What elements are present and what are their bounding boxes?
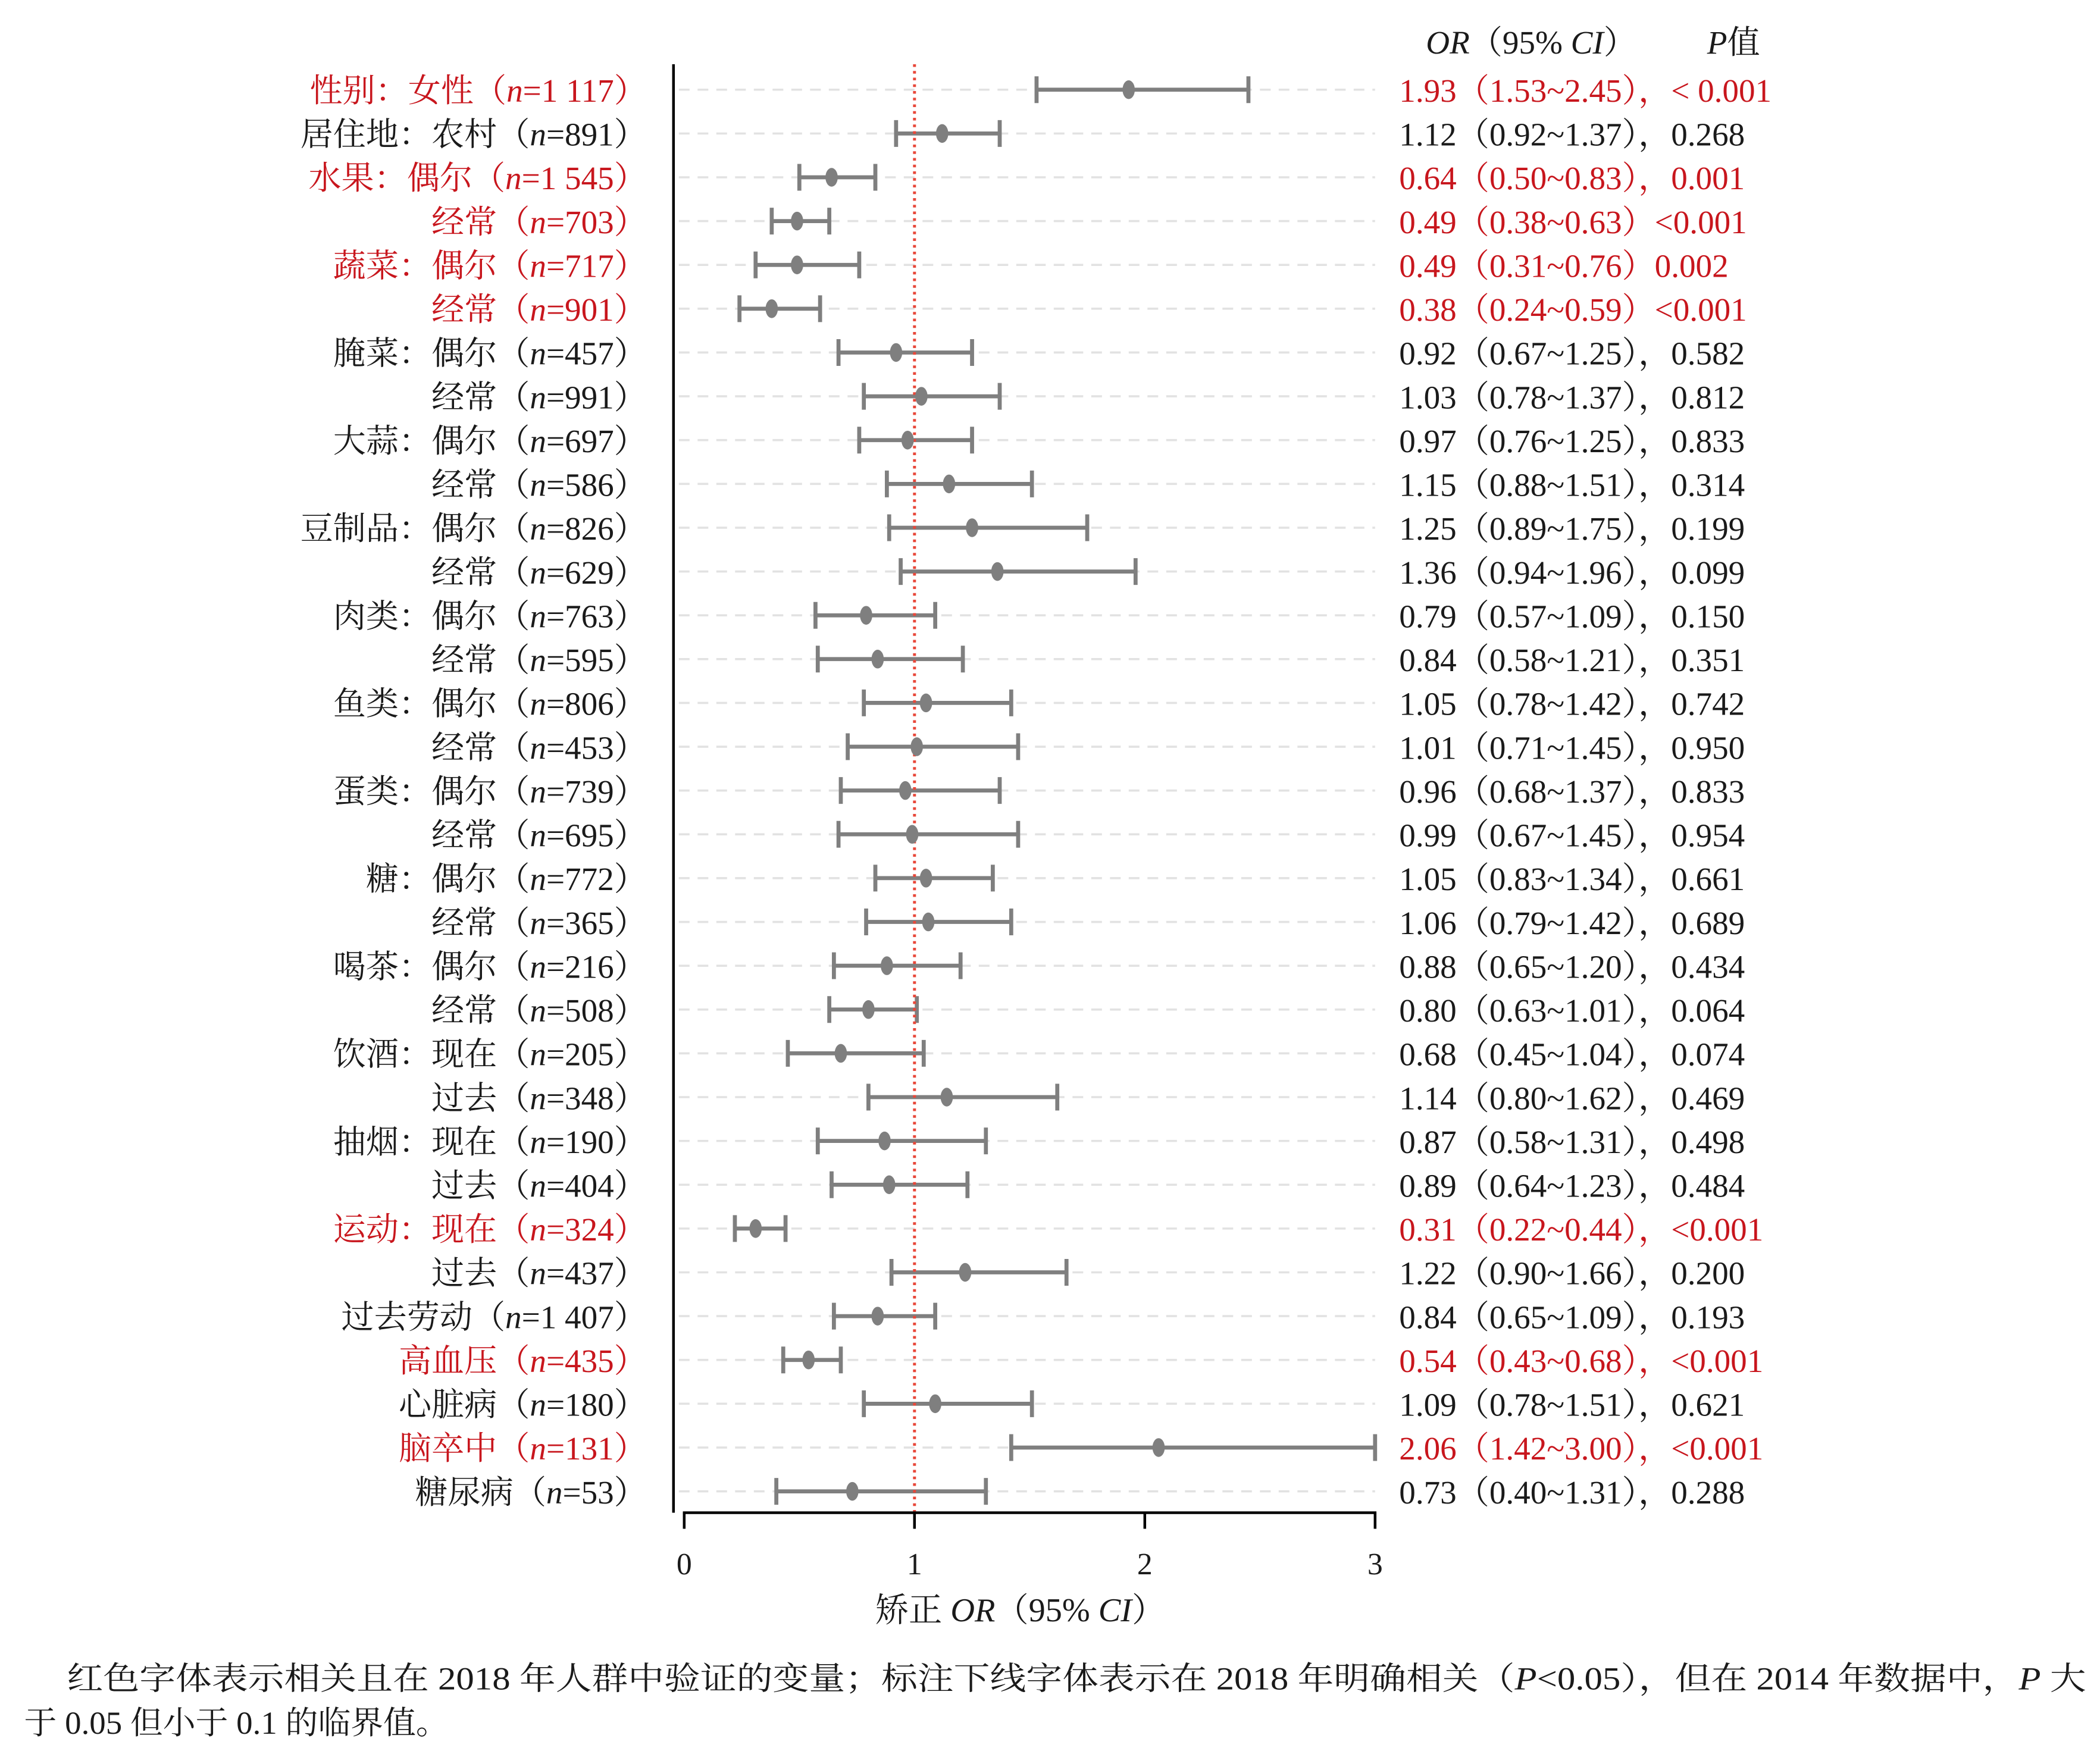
or-point (862, 1000, 875, 1019)
row-label: 经常（n=365） (431, 904, 647, 941)
row-label: 糖尿病（n=53） (415, 1474, 647, 1511)
row-label: 心脏病（n=180） (398, 1386, 647, 1423)
x-tick-label: 3 (1367, 1548, 1383, 1581)
or-point (899, 781, 912, 800)
or-point (835, 1044, 847, 1063)
row-estimate-text: 1.03（0.78~1.37），0.812 (1399, 379, 1745, 416)
or-point (929, 1395, 941, 1414)
or-point (936, 124, 949, 143)
or-point (920, 694, 932, 713)
row-label: 水果：偶尔（n=1 545） (308, 160, 647, 197)
or-point (791, 212, 803, 231)
row-label: 大蒜：偶尔（n=697） (333, 422, 647, 459)
x-tick-label: 2 (1137, 1548, 1153, 1581)
column-header-p: P值 (1707, 24, 1760, 61)
or-point (878, 1132, 891, 1151)
row-label: 经常（n=508） (431, 992, 647, 1029)
or-point (1122, 80, 1135, 99)
row-estimate-text: 0.84（0.58~1.21），0.351 (1399, 642, 1745, 679)
row-estimate-text: 2.06（1.42~3.00），<0.001 (1399, 1430, 1764, 1467)
row-estimate-text: 1.25（0.89~1.75），0.199 (1399, 510, 1745, 547)
row-estimate-text: 0.99（0.67~1.45），0.954 (1399, 817, 1745, 854)
row-estimate-text: 0.97（0.76~1.25），0.833 (1399, 422, 1745, 459)
row-estimate-text: 0.92（0.67~1.25），0.582 (1399, 335, 1745, 372)
row-label: 过去（n=437） (431, 1255, 647, 1292)
or-point (872, 650, 884, 669)
row-estimate-text: 0.31（0.22~0.44），<0.001 (1399, 1211, 1764, 1248)
or-point (915, 387, 928, 406)
footnote-line-2: 于 0.05 但小于 0.1 的临界值。 (24, 1705, 449, 1741)
row-estimate-text: 1.05（0.78~1.42），0.742 (1399, 685, 1745, 722)
row-label: 糖：偶尔（n=772） (365, 861, 647, 898)
row-estimate-text: 0.49（0.38~0.63）<0.001 (1399, 203, 1747, 240)
x-tick-label: 0 (676, 1548, 692, 1581)
row-label: 脑卒中（n=131） (398, 1430, 647, 1467)
or-point (846, 1482, 859, 1501)
row-estimate-text: 0.84（0.65~1.09），0.193 (1399, 1299, 1745, 1336)
row-label: 经常（n=901） (431, 292, 647, 328)
row-estimate-text: 1.05（0.83~1.34），0.661 (1399, 861, 1745, 898)
or-point (802, 1351, 815, 1370)
row-label: 豆制品：偶尔（n=826） (300, 510, 647, 547)
row-label: 饮酒：现在（n=205） (333, 1036, 647, 1073)
or-point (902, 431, 914, 450)
or-point (943, 475, 956, 494)
or-point (922, 913, 935, 932)
row-label: 经常（n=703） (431, 203, 647, 240)
row-label: 抽烟：现在（n=190） (333, 1123, 647, 1160)
row-estimate-text: 0.68（0.45~1.04），0.074 (1399, 1036, 1745, 1073)
row-label: 鱼类：偶尔（n=806） (333, 685, 647, 722)
row-estimate-text: 0.64（0.50~0.83），0.001 (1399, 160, 1745, 197)
or-point (966, 518, 978, 537)
row-estimate-text: 0.73（0.40~1.31），0.288 (1399, 1474, 1745, 1511)
row-label: 喝茶：偶尔（n=216） (333, 948, 647, 985)
row-estimate-text: 1.01（0.71~1.45），0.950 (1399, 729, 1745, 766)
row-label: 经常（n=695） (431, 817, 647, 854)
or-point (825, 168, 838, 187)
row-label: 过去（n=404） (431, 1167, 647, 1204)
row-estimate-text: 1.93（1.53~2.45），< 0.001 (1399, 73, 1772, 109)
row-estimate-text: 0.80（0.63~1.01），0.064 (1399, 992, 1745, 1029)
or-point (881, 956, 893, 975)
row-estimate-text: 1.06（0.79~1.42），0.689 (1399, 904, 1745, 941)
or-point (749, 1219, 762, 1238)
footnote-line-1: 红色字体表示相关且在 2018 年人群中验证的变量；标注下线字体表示在 2018 年明确相关（ P <0.05），但在 2014 年数据中， P 大 (67, 1661, 2082, 1697)
row-label: 过去劳动（n=1 407） (341, 1299, 647, 1336)
or-point (959, 1263, 972, 1282)
or-point (883, 1176, 896, 1195)
x-tick-label: 1 (906, 1548, 922, 1581)
row-estimate-text: 0.38（0.24~0.59）<0.001 (1399, 292, 1747, 328)
row-label: 蛋类：偶尔（n=739） (333, 773, 647, 810)
row-label: 经常（n=991） (431, 379, 647, 416)
row-label: 蔬菜：偶尔（n=717） (333, 248, 647, 284)
row-estimate-text: 0.79（0.57~1.09），0.150 (1399, 598, 1745, 635)
x-axis-label: 矫正 OR（95% CI） (875, 1592, 1166, 1629)
row-estimate-text: 0.96（0.68~1.37），0.833 (1399, 773, 1745, 810)
or-point (1153, 1438, 1165, 1457)
row-label: 高血压（n=435） (398, 1342, 647, 1379)
row-label: 经常（n=595） (431, 642, 647, 679)
row-estimate-text: 1.12（0.92~1.37），0.268 (1399, 116, 1745, 153)
row-label: 腌菜：偶尔（n=457） (333, 335, 647, 372)
row-label: 经常（n=453） (431, 729, 647, 766)
row-estimate-text: 1.22（0.90~1.66），0.200 (1399, 1255, 1745, 1292)
row-label: 肉类：偶尔（n=763） (333, 598, 647, 635)
or-point (860, 606, 872, 625)
row-estimate-text: 1.15（0.88~1.51），0.314 (1399, 466, 1745, 503)
or-point (910, 737, 923, 756)
row-estimate-text: 0.54（0.43~0.68），<0.001 (1399, 1342, 1764, 1379)
row-estimate-text: 0.89（0.64~1.23），0.484 (1399, 1167, 1745, 1204)
or-point (906, 825, 919, 844)
row-label: 运动：现在（n=324） (333, 1211, 647, 1248)
row-estimate-text: 1.14（0.80~1.62），0.469 (1399, 1080, 1745, 1117)
or-point (766, 299, 778, 318)
or-point (941, 1088, 953, 1107)
row-label: 经常（n=629） (431, 554, 647, 591)
or-point (991, 562, 1004, 581)
row-estimate-text: 0.87（0.58~1.31），0.498 (1399, 1123, 1745, 1160)
row-label: 过去（n=348） (431, 1080, 647, 1117)
row-estimate-text: 0.88（0.65~1.20），0.434 (1399, 948, 1745, 985)
or-point (890, 343, 902, 362)
row-label: 经常（n=586） (431, 466, 647, 503)
row-estimate-text: 1.09（0.78~1.51），0.621 (1399, 1386, 1745, 1423)
row-estimate-text: 1.36（0.94~1.96），0.099 (1399, 554, 1745, 591)
column-header-estimate: OR（95% CI） (1426, 24, 1636, 61)
or-point (791, 255, 803, 274)
or-point (872, 1307, 884, 1326)
row-estimate-text: 0.49（0.31~0.76）0.002 (1399, 248, 1729, 284)
row-label: 性别：女性（n=1 117） (309, 73, 647, 109)
row-label: 居住地：农村（n=891） (300, 116, 647, 153)
or-point (920, 869, 932, 888)
